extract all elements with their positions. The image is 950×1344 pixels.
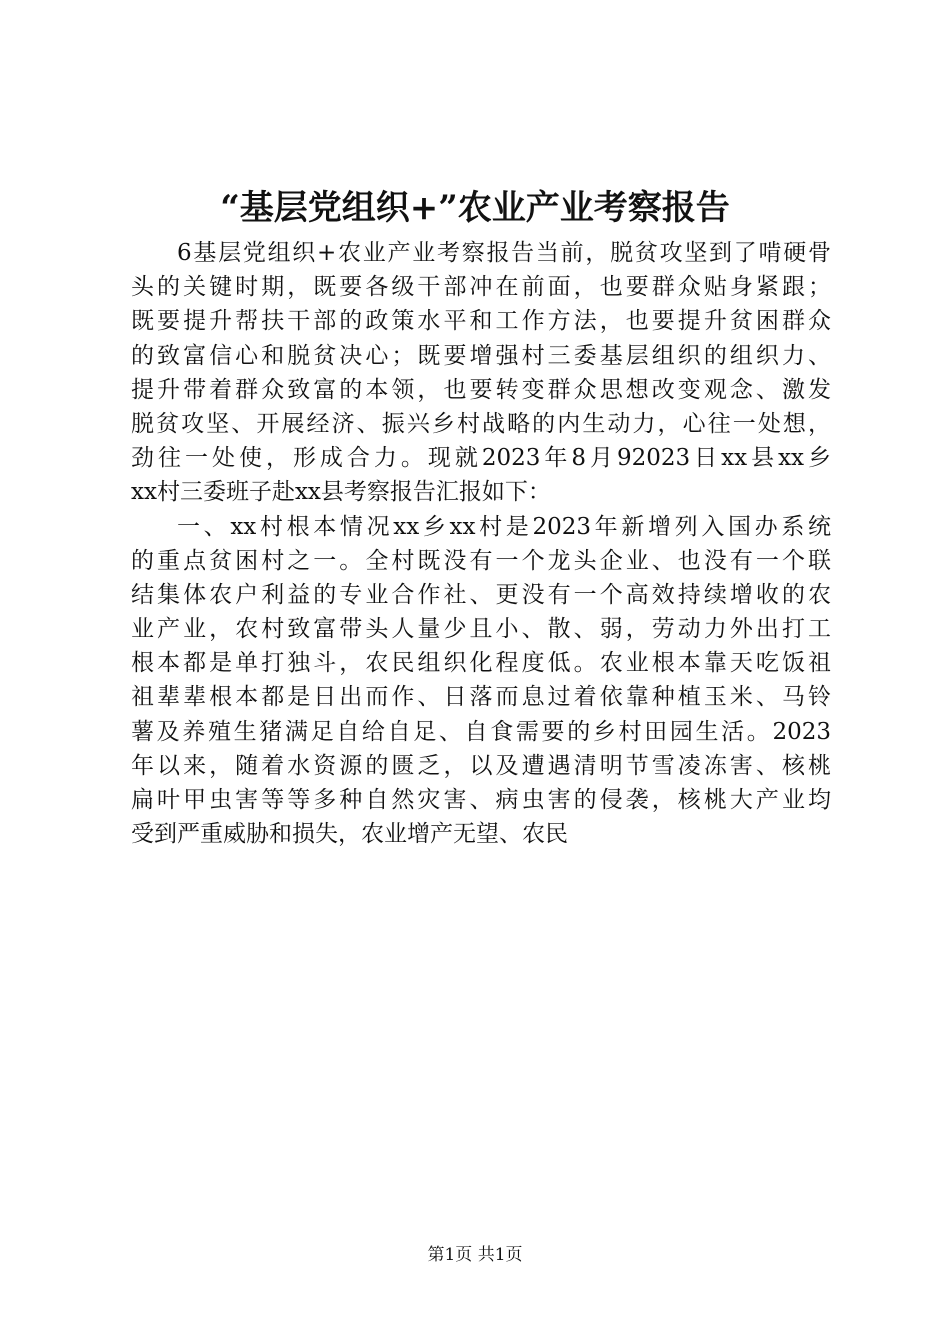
text-line: xx村三委班子赴xx县考察报告汇报如下： bbox=[131, 479, 551, 506]
text-line: 的致富信心和脱贫决心；既要增强村三委基层组织的组织力、 bbox=[131, 342, 831, 369]
text-line: 祖辈辈根本都是日出而作、日落而息过着依靠种植玉米、马铃 bbox=[131, 684, 831, 711]
text-line: 扁叶甲虫害等等多种自然灾害、病虫害的侵袭，核桃大产业均 bbox=[131, 787, 831, 813]
text-line: 年以来，随着水资源的匮乏，以及遭遇清明节雪凌冻害、核桃 bbox=[131, 752, 831, 779]
text-line: 的重点贫困村之一。全村既没有一个龙头企业、也没有一个联 bbox=[131, 547, 831, 574]
text-line: 一、xx村根本情况xx乡xx村是2023年新增列入国办系统 bbox=[177, 513, 831, 540]
paragraph-2 bbox=[131, 510, 831, 852]
page-footer: 第1页 共1页 bbox=[427, 1245, 523, 1265]
document-title: “基层党组织+”农业产业考察报告 bbox=[220, 188, 730, 228]
text-line: 根本都是单打独斗，农民组织化程度低。农业根本靠天吃饭祖 bbox=[131, 650, 831, 677]
text-line: 结集体农户利益的专业合作社、更没有一个高效持续增收的农 bbox=[131, 581, 831, 608]
text-line: 既要提升帮扶干部的政策水平和工作方法，也要提升贫困群众 bbox=[131, 308, 831, 335]
document-body bbox=[131, 236, 831, 851]
text-line: 薯及养殖生猪满足自给自足、自食需要的乡村田园生活。2023 bbox=[131, 718, 831, 745]
text-line: 6基层党组织+农业产业考察报告当前，脱贫攻坚到了啃硬骨 bbox=[177, 240, 831, 266]
text-line: 受到严重威胁和损失，农业增产无望、农民 bbox=[131, 821, 568, 848]
text-line: 提升带着群众致富的本领，也要转变群众思想改变观念、激发 bbox=[131, 376, 831, 403]
text-line: 脱贫攻坚、开展经济、振兴乡村战略的内生动力，心往一处想， bbox=[131, 410, 831, 437]
text-line: 劲往一处使，形成合力。现就2023年8月92023日xx县xx乡 bbox=[131, 445, 831, 472]
text-line: 业产业，农村致富带头人量少且小、散、弱，劳动力外出打工 bbox=[131, 616, 831, 643]
paragraph-1 bbox=[131, 236, 831, 510]
text-line: 头的关键时期，既要各级干部冲在前面，也要群众贴身紧跟； bbox=[131, 274, 831, 301]
